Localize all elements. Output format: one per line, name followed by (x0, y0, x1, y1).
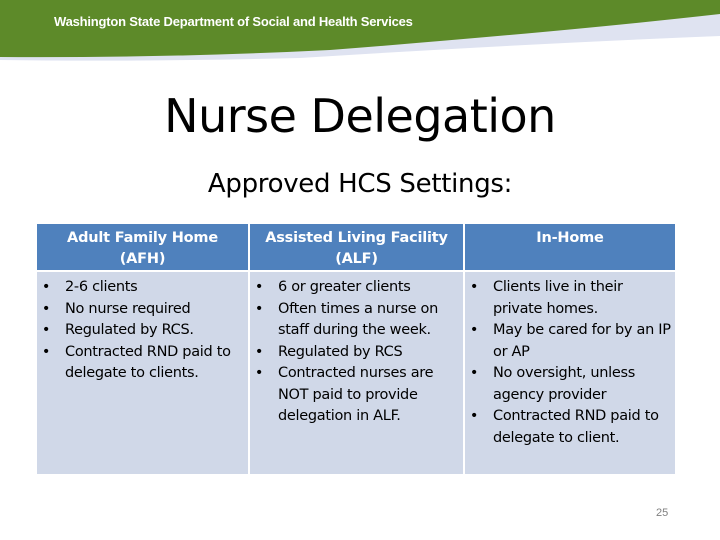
header-swoosh-graphic (0, 0, 720, 70)
list-item: • 6 or greater clients (250, 277, 459, 299)
bullet-icon: • (41, 279, 51, 295)
list-item: • Often times a nurse on staff during the week. (254, 300, 438, 338)
bullet-icon: • (254, 365, 264, 381)
alf-cell (250, 272, 463, 474)
bullet-icon: • (469, 279, 479, 295)
column-header-in-home: In-Home (465, 224, 675, 270)
agency-name: Washington State Department of Social and Health Services (54, 14, 413, 29)
bullet-icon: • (41, 300, 51, 317)
afh-cell (37, 272, 248, 474)
page-number: 25 (656, 507, 669, 519)
header-band (0, 0, 720, 70)
bullet-icon: • (254, 300, 264, 317)
list-item: • Contracted RND paid to delegate to client. (469, 408, 659, 446)
settings-table (37, 224, 671, 474)
list-item: • May be cared for by an IP or AP (469, 322, 671, 360)
bullet-icon: • (41, 343, 51, 360)
list-item: • No nurse required (37, 299, 244, 321)
list-item: • No oversight, unless agency provider (469, 365, 635, 403)
bullet-icon: • (254, 279, 264, 295)
bullet-icon: • (254, 343, 264, 360)
bullet-icon: • (469, 408, 479, 424)
bullet-icon: • (469, 322, 479, 338)
list-item: • Clients live in their private homes. (469, 279, 623, 317)
afh-list (37, 277, 244, 385)
alf-list (250, 277, 459, 428)
slide-title: Nurse Delegation (164, 89, 556, 143)
list-item: • Contracted RND paid to delegate to clients. (41, 343, 231, 381)
column-header-alf: Assisted Living Facility (ALF) (250, 224, 463, 270)
list-item: • Regulated by RCS (250, 342, 459, 364)
list-item: • Regulated by RCS. (37, 320, 244, 342)
in-home-list (465, 277, 671, 449)
bullet-icon: • (41, 322, 51, 338)
slide-subtitle: Approved HCS Settings: (207, 169, 513, 199)
bullet-icon: • (469, 365, 479, 381)
list-item: • Contracted nurses are NOT paid to provide delegation in ALF. (254, 365, 434, 424)
in-home-cell (465, 272, 675, 474)
list-item: • 2-6 clients (37, 277, 244, 299)
column-header-afh: Adult Family Home (AFH) (37, 224, 248, 270)
